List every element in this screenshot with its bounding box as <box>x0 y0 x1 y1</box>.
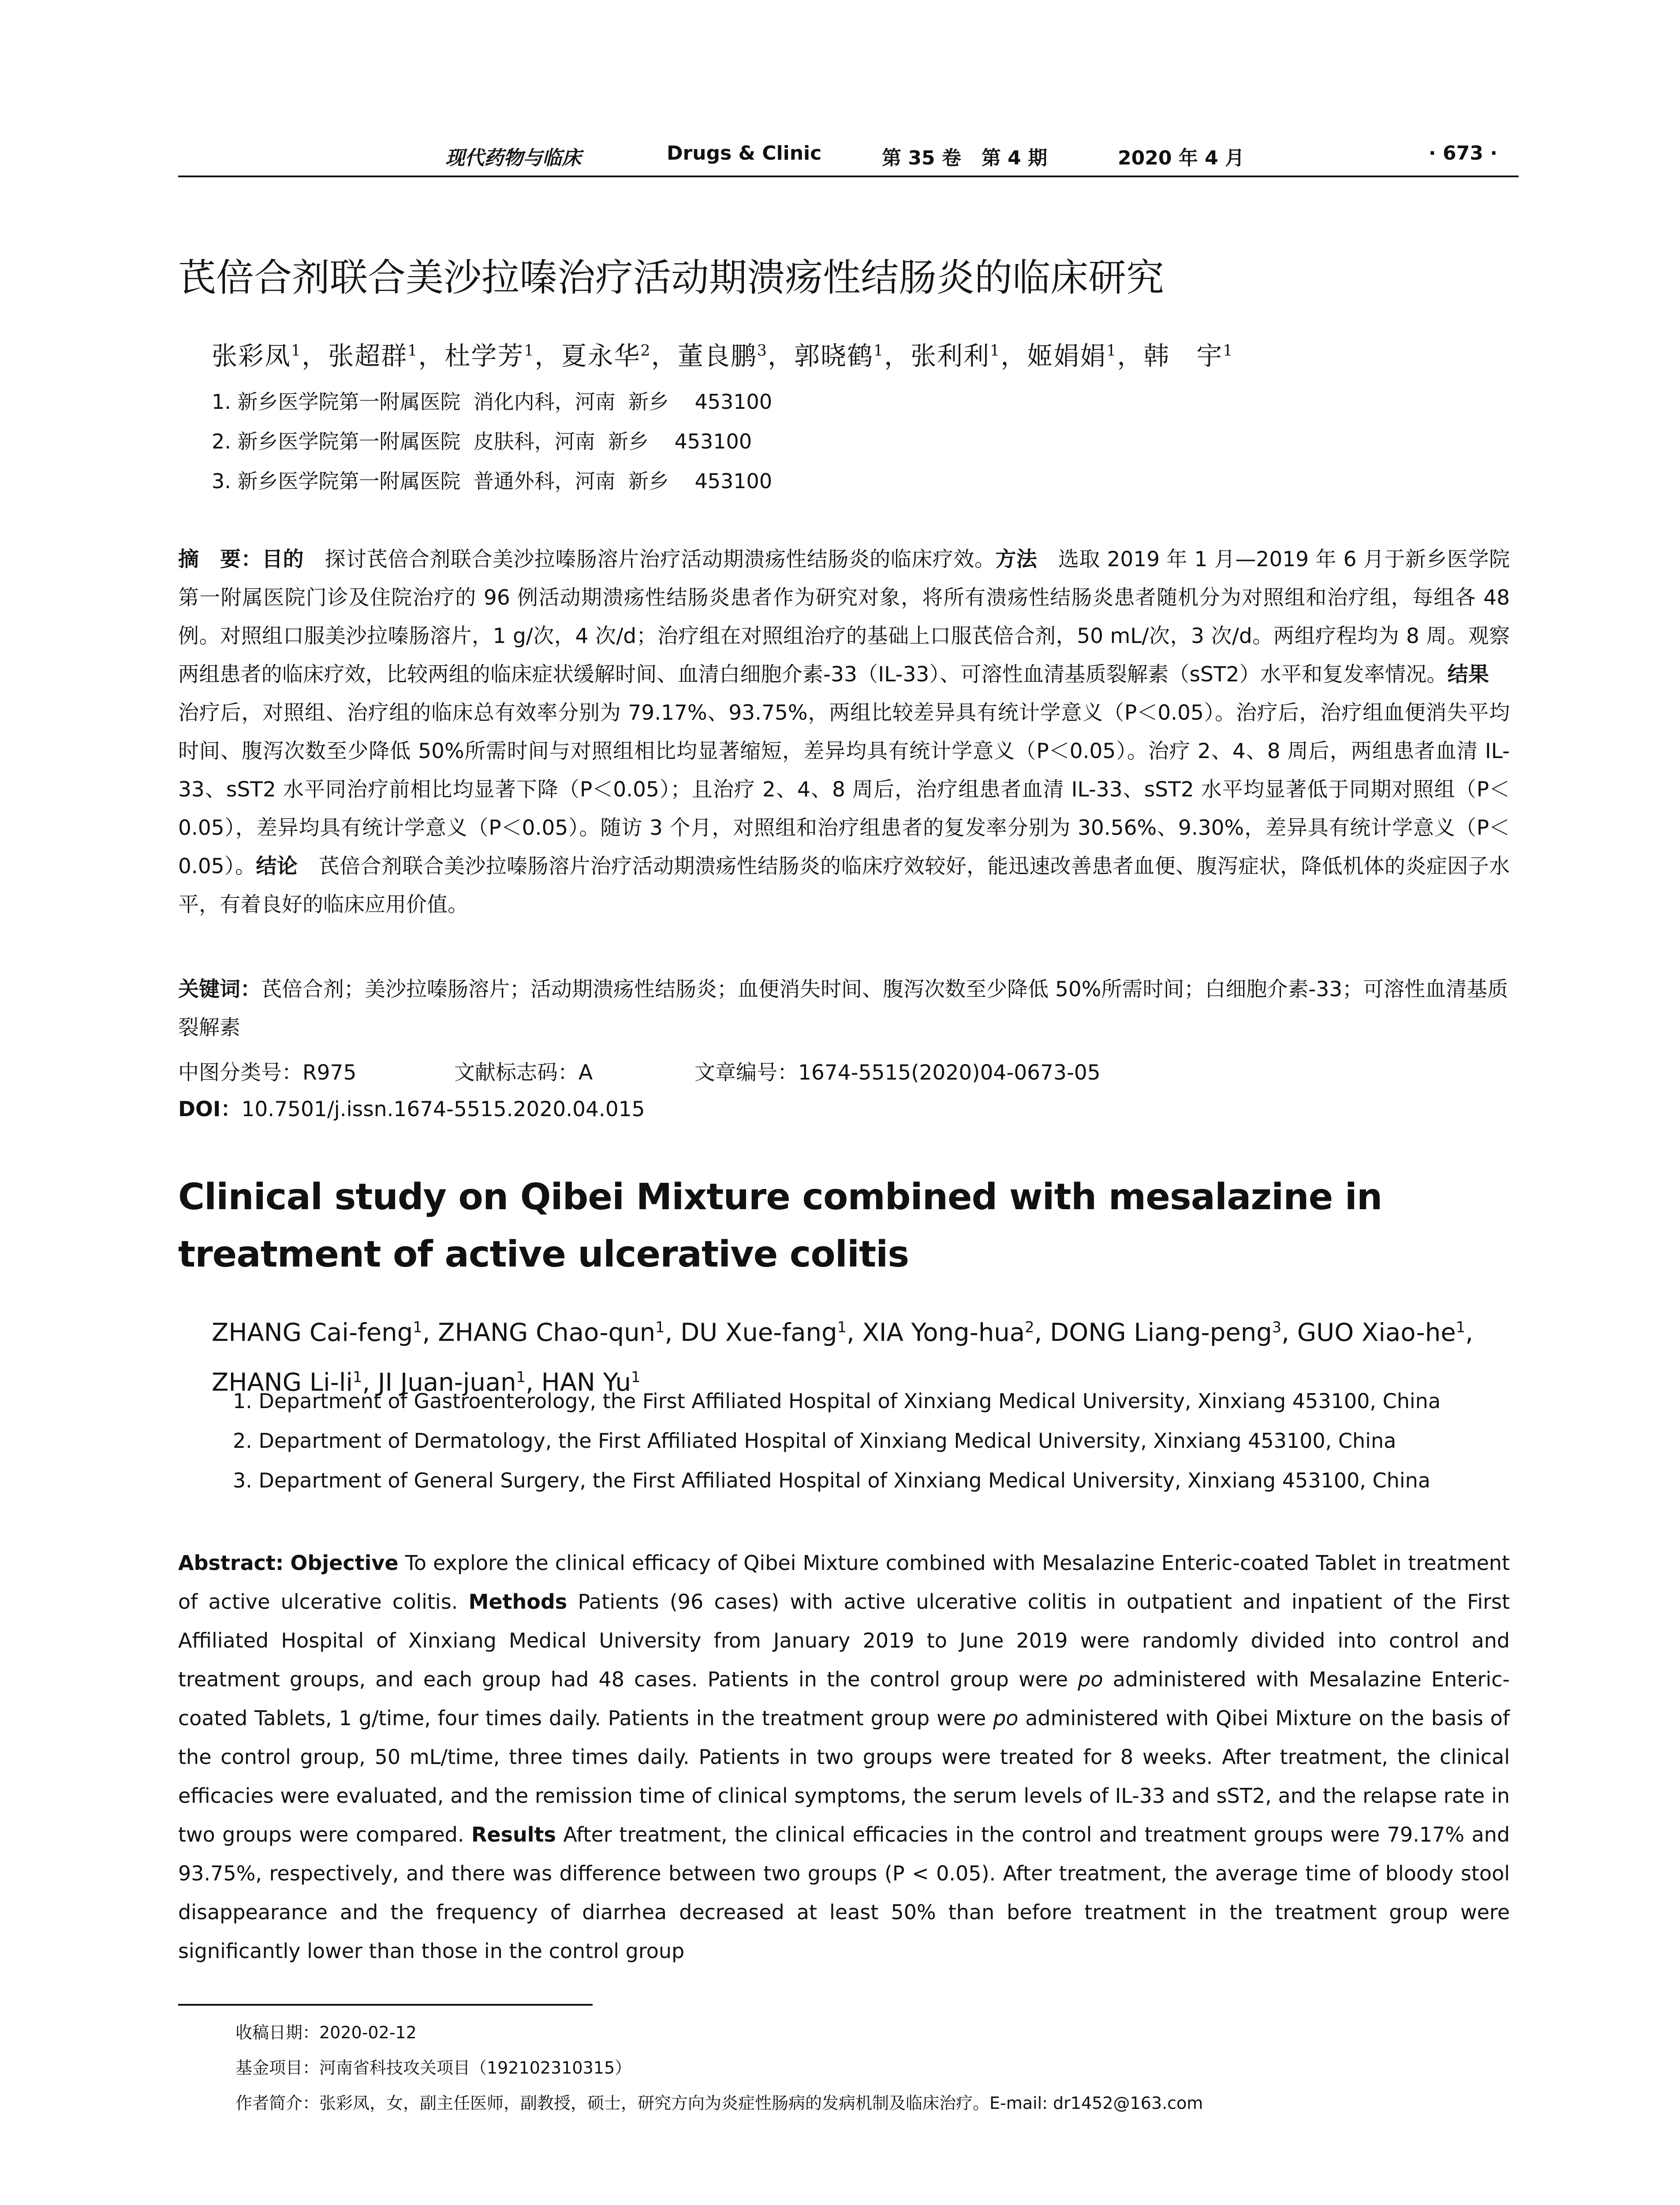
cn-affiliation-3: 3. 新乡医学院第一附属医院 普通外科，河南 新乡 453100 <box>212 469 773 493</box>
en-abstract <box>178 1544 1510 1970</box>
doi-label: DOI： <box>178 1097 242 1121</box>
fund-project: 基金项目：河南省科技攻关项目（192102310315） <box>235 2058 632 2078</box>
cn-author-separator: ， <box>1117 341 1144 371</box>
cn-author-name: 韩 宇 <box>1143 341 1223 371</box>
cn-author-name: 杜学芳 <box>444 341 524 371</box>
cn-objective-text: 探讨芪倍合剂联合美沙拉嗪肠溶片治疗活动期溃疡性结肠炎的临床疗效。 <box>304 547 996 572</box>
cn-author-separator: ， <box>651 341 678 371</box>
cn-author-affiliation-mark: 1 <box>407 342 418 360</box>
cn-author-name: 郭晓鹤 <box>794 341 874 371</box>
article-number: 文章编号：1674-5515(2020)04-0673-05 <box>694 1061 1101 1085</box>
journal-name-en: Drugs & Clinic <box>667 142 822 164</box>
en-author-name: ZHANG Cai-feng <box>212 1318 413 1347</box>
doi-value: 10.7501/j.issn.1674-5515.2020.04.015 <box>241 1097 645 1121</box>
cn-author-name: 张超群 <box>328 341 408 371</box>
cn-title: 芪倍合剂联合美沙拉嗪治疗活动期溃疡性结肠炎的临床研究 <box>178 256 1164 300</box>
cn-author-list <box>212 335 1234 372</box>
cn-abstract-label: 摘 要： <box>178 547 262 572</box>
en-affiliation-3: 3. Department of General Surgery, the First Affiliated Hospital of Xinxiang Medical University, Xinxiang 453100, China <box>233 1469 1430 1492</box>
cn-objective-label: 目的 <box>262 547 304 572</box>
en-methods-label: Methods <box>468 1590 567 1614</box>
en-author-name: JI Juan-juan <box>377 1368 516 1397</box>
cn-conclusion-label: 结论 <box>256 854 298 878</box>
cn-abstract <box>178 540 1510 924</box>
en-author-separator: , <box>422 1318 438 1347</box>
cn-keywords-text: 芪倍合剂；美沙拉嗪肠溶片；活动期溃疡性结肠炎；血便消失时间、腹泻次数至少降低 50%所需时间；白细胞介素-33；可溶性血清基质裂解素 <box>178 977 1508 1040</box>
classification-number: 中图分类号：R975 <box>178 1061 357 1085</box>
volume-issue: 第 35 卷 第 4 期 <box>882 147 1048 169</box>
en-author-name: DU Xue-fang <box>680 1318 837 1347</box>
en-po-2: po <box>993 1706 1019 1730</box>
en-author-affiliation-mark: 1 <box>413 1319 422 1336</box>
en-author-separator: , <box>1034 1318 1050 1347</box>
cn-author-name: 夏永华 <box>561 341 641 371</box>
en-results-text: After treatment, the clinical efficacies in the control and treatment groups were 79.17% and 93.75%, respectively, and there was difference between two groups (P < 0.05). After treatment, the average time of bloody stool disappearance and the frequency of diarrhea decreased at least 50% than before treatment in the treatment group were significantly lower than those in the control group <box>178 1823 1510 1963</box>
en-results-label: Results <box>471 1823 556 1846</box>
en-author-affiliation-mark: 3 <box>1272 1319 1282 1336</box>
en-author-affiliation-mark: 1 <box>655 1319 665 1336</box>
cn-author-name: 张利利 <box>911 341 990 371</box>
cn-author-separator: ， <box>534 341 561 371</box>
footnote-rule <box>178 2004 593 2006</box>
cn-author-name: 董良鹏 <box>677 341 757 371</box>
cn-methods-text: 选取 2019 年 1 月—2019 年 6 月于新乡医学院第一附属医院门诊及住院治疗的 96 例活动期溃疡性结肠炎患者作为研究对象，将所有溃疡性结肠炎患者随机分为对照组和治疗组，每组各 48 例。对照组口服美沙拉嗪肠溶片，1 g/次，4 次/d；治疗组在对照组治疗的基础上口服芪倍合剂，50 mL/次，3 次/d。两组疗程均为 8 周。观察两组患者的临床疗效，比较两组的临床症状缓解时间、血清白细胞介素-33（IL-33）、可溶性血清基质裂解素（sST2）水平和复发率情况。 <box>178 547 1510 687</box>
journal-name-cn: 现代药物与临床 <box>445 147 581 169</box>
en-author-affiliation-mark: 1 <box>631 1368 641 1386</box>
cn-keywords <box>178 970 1510 1047</box>
cn-author-name: 姬娟娟 <box>1027 341 1107 371</box>
en-author-name: HAN Yu <box>541 1368 631 1397</box>
en-author-separator: , <box>1281 1318 1297 1347</box>
en-methods-text-1: Patients (96 cases) with active ulcerative colitis in outpatient and inpatient of the First Affiliated Hospital of Xinxiang Medical University from January 2019 to June 2019 were randomly divided into control and treatment groups, and each group had 48 cases. Patients in the control group were <box>178 1590 1510 1691</box>
cn-author-separator: ， <box>884 341 911 371</box>
cn-author-affiliation-mark: 1 <box>1106 342 1117 360</box>
en-title: Clinical study on Qibei Mixture combined with mesalazine in treatment of active ulcerative colitis <box>178 1176 1382 1275</box>
cn-author-separator: ， <box>767 341 794 371</box>
en-author-name: ZHANG Li-li <box>212 1368 353 1397</box>
en-author-affiliation-mark: 1 <box>1456 1319 1466 1336</box>
cn-author-affiliation-mark: 1 <box>990 342 1001 360</box>
received-date: 收稿日期：2020-02-12 <box>235 2023 417 2042</box>
en-po-1: po <box>1078 1667 1103 1691</box>
header-rule <box>178 176 1519 177</box>
cn-affiliation-1: 1. 新乡医学院第一附属医院 消化内科，河南 新乡 453100 <box>212 390 773 414</box>
en-objective-text: To explore the clinical efficacy of Qibei Mixture combined with Mesalazine Enteric-coated Tablet in treatment of active ulcerative colitis. <box>178 1551 1510 1614</box>
en-author-affiliation-mark: 2 <box>1025 1319 1034 1336</box>
en-affiliation-1: 1. Department of Gastroenterology, the First Affiliated Hospital of Xinxiang Medical University, Xinxiang 453100, China <box>233 1389 1441 1413</box>
en-author-affiliation-mark: 1 <box>516 1368 526 1386</box>
cn-author-affiliation-mark: 1 <box>873 342 885 360</box>
en-author-name: XIA Yong-hua <box>862 1318 1025 1347</box>
cn-author-affiliation-mark: 1 <box>291 342 302 360</box>
en-author-separator: , <box>665 1318 681 1347</box>
en-objective-label: Objective <box>290 1551 399 1575</box>
cn-keywords-label: 关键词： <box>178 977 261 1002</box>
document-code: 文献标志码：A <box>454 1061 593 1085</box>
en-author-separator: , <box>1465 1318 1473 1347</box>
cn-author-affiliation-mark: 2 <box>640 342 651 360</box>
doi-line <box>178 1093 645 1122</box>
en-author-affiliation-mark: 1 <box>352 1368 362 1386</box>
en-author-separator: , <box>846 1318 862 1347</box>
cn-conclusion-text: 芪倍合剂联合美沙拉嗪肠溶片治疗活动期溃疡性结肠炎的临床疗效较好，能迅速改善患者血便、腹泻症状，降低机体的炎症因子水平，有着良好的临床应用价值。 <box>178 854 1510 917</box>
en-author-name: GUO Xiao-he <box>1297 1318 1456 1347</box>
en-author-affiliation-mark: 1 <box>837 1319 847 1336</box>
cn-author-affiliation-mark: 3 <box>757 342 768 360</box>
cn-author-separator: ， <box>302 341 329 371</box>
en-methods-text-2: administered with Mesalazine Enteric-coated Tablets, 1 g/time, four times daily. Patients in the treatment group were <box>178 1667 1510 1730</box>
cn-methods-label: 方法 <box>995 547 1038 572</box>
cn-results-text: 治疗后，对照组、治疗组的临床总有效率分别为 79.17%、93.75%，两组比较差异具有统计学意义（P＜0.05）。治疗后，治疗组血便消失平均时间、腹泻次数至少降低 50%所需时间与对照组相比均显著缩短，差异均具有统计学意义（P＜0.05）。治疗 2、4、8 周后，两组患者血清 IL-33、sST2 水平同治疗前相比均显著下降（P＜0.05）；且治疗 2、4、8 周后，治疗组患者血清 IL-33、sST2 水平均显著低于同期对照组（P＜0.05），差异均具有统计学意义（P＜0.05）。随访 3 个月，对照组和治疗组患者的复发率分别为 30.56%、9.30%，差异具有统计学意义（P＜0.05）。 <box>178 662 1510 878</box>
issue-date: 2020 年 4 月 <box>1118 147 1245 169</box>
en-affiliation-2: 2. Department of Dermatology, the First Affiliated Hospital of Xinxiang Medical University, Xinxiang 453100, China <box>233 1429 1396 1453</box>
cn-author-affiliation-mark: 1 <box>524 342 535 360</box>
en-abstract-label: Abstract: <box>178 1551 284 1575</box>
page-number: · 673 · <box>1429 142 1497 164</box>
cn-results-label: 结果 <box>1447 662 1490 687</box>
cn-author-affiliation-mark: 1 <box>1223 342 1234 360</box>
cn-author-name: 张彩凤 <box>212 341 291 371</box>
cn-affiliation-2: 2. 新乡医学院第一附属医院 皮肤科，河南 新乡 453100 <box>212 430 752 453</box>
author-introduction: 作者简介：张彩凤，女，副主任医师，副教授，硕士，研究方向为炎症性肠病的发病机制及临床治疗。E-mail: dr1452@163.com <box>235 2093 1203 2113</box>
en-author-name: DONG Liang-peng <box>1050 1318 1272 1347</box>
cn-author-separator: ， <box>418 341 445 371</box>
en-author-separator: , <box>526 1368 541 1397</box>
en-methods-text-3: administered with Qibei Mixture on the basis of the control group, 50 mL/time, three times daily. Patients in two groups were treated for 8 weeks. After treatment, the clinical efficacies were evaluated, and the remission time of clinical symptoms, the serum levels of IL-33 and sST2, and the relapse rate in two groups were compared. <box>178 1706 1510 1846</box>
cn-author-separator: ， <box>1001 341 1027 371</box>
en-author-separator: , <box>362 1368 378 1397</box>
en-author-name: ZHANG Chao-qun <box>438 1318 656 1347</box>
